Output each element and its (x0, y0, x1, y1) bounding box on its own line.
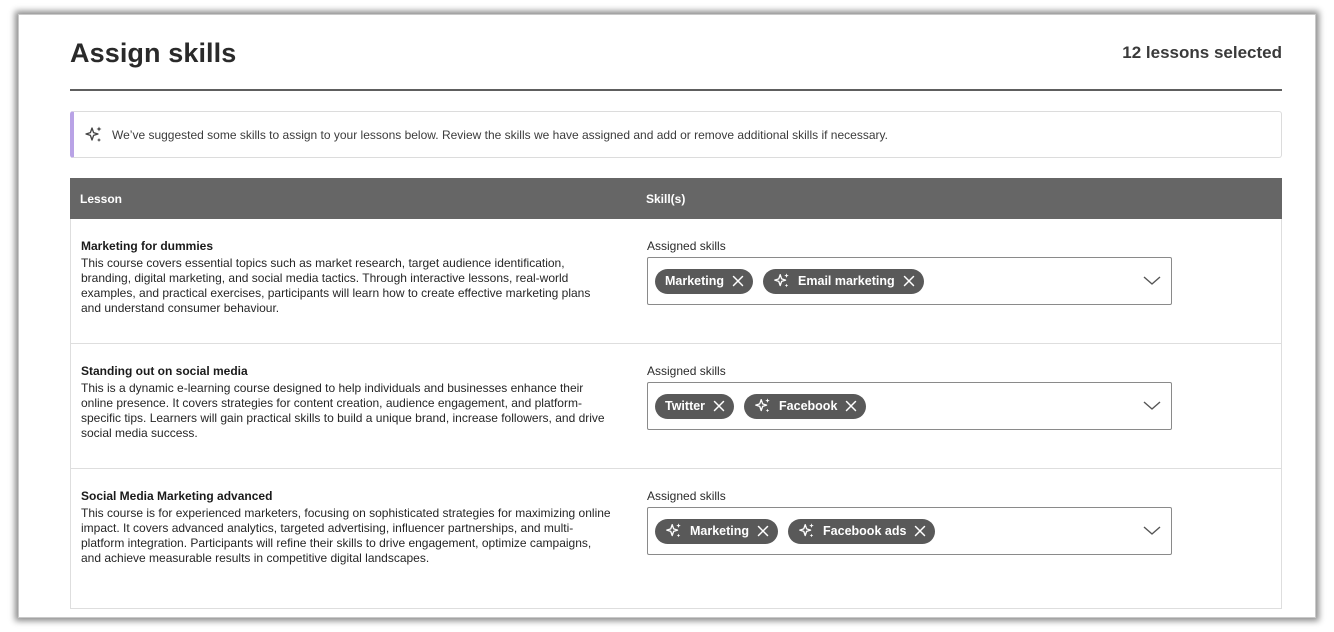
table-body (70, 219, 1282, 609)
remove-skill-icon[interactable] (713, 400, 725, 412)
suggestion-notice (70, 111, 1282, 158)
remove-skill-icon[interactable] (914, 525, 926, 537)
skill-chip[interactable] (744, 394, 866, 419)
skill-chip-label: Marketing (665, 274, 725, 288)
skill-chip[interactable] (655, 519, 778, 544)
remove-skill-icon[interactable] (757, 525, 769, 537)
skill-chip[interactable] (655, 394, 734, 419)
column-header-skills: Skill(s) (646, 191, 686, 206)
skill-chip[interactable] (788, 519, 935, 544)
selection-count: 12 lessons selected (1122, 43, 1282, 62)
assigned-skills-label: Assigned skills (647, 364, 726, 378)
remove-skill-icon[interactable] (845, 400, 857, 412)
skill-chip-label: Twitter (665, 399, 706, 413)
lesson-cell (71, 344, 647, 468)
chevron-down-icon[interactable] (1143, 273, 1161, 287)
chevron-down-icon[interactable] (1143, 398, 1161, 412)
app-window (18, 14, 1316, 618)
ai-suggested-icon (665, 522, 683, 540)
chevron-down-icon[interactable] (1143, 523, 1161, 537)
lesson-title: Social Media Marketing advanced (81, 489, 273, 503)
page-header (70, 15, 1282, 91)
lesson-description: This course is for experienced marketers, focusing on sophisticated strategies for maximizing online impact. It covers advanced analytics, targeted advertising, influencer partnerships, and multi-platform integration. Participants will refine their skills to drive engagement, optimize campaigns, and achieve measurable results in competitive digital landscapes. (81, 506, 611, 565)
skill-chip[interactable] (655, 269, 753, 294)
main-content (70, 15, 1282, 609)
column-header-lesson: Lesson (80, 191, 123, 206)
skills-cell (647, 344, 1171, 468)
skill-chip-label: Facebook (779, 399, 838, 413)
remove-skill-icon[interactable] (732, 275, 744, 287)
table-row (70, 344, 1282, 469)
sparkle-icon (84, 125, 104, 145)
lesson-title: Standing out on social media (81, 364, 248, 378)
skills-cell (647, 219, 1171, 343)
skill-chip-label: Marketing (690, 524, 750, 538)
skills-select[interactable] (647, 507, 1172, 555)
skills-cell (647, 469, 1171, 608)
skill-chip-label: Email marketing (798, 274, 895, 288)
lesson-description: This course covers essential topics such as market research, target audience identification, branding, digital marketing, and social media tactics. Through interactive lessons, real-world examples, and practical exercises, participants will learn how to create effective marketing plans and understand consumer behaviour. (81, 256, 591, 315)
ai-suggested-icon (773, 272, 791, 290)
skill-chip-label: Facebook ads (823, 524, 907, 538)
table-row (70, 219, 1282, 344)
remove-skill-icon[interactable] (903, 275, 915, 287)
lesson-cell (71, 219, 647, 343)
notice-text: We’ve suggested some skills to assign to your lessons below. Review the skills we have assigned and add or remove additional skills if necessary. (112, 127, 888, 142)
assigned-skills-label: Assigned skills (647, 489, 726, 503)
skills-select[interactable] (647, 382, 1172, 430)
lessons-table (70, 178, 1282, 609)
assigned-skills-label: Assigned skills (647, 239, 726, 253)
page-title: Assign skills (70, 38, 237, 68)
lesson-cell (71, 469, 647, 608)
lesson-description: This is a dynamic e-learning course designed to help individuals and businesses enhance their online presence. It covers strategies for content creation, audience engagement, and platform-specific tips. Learners will gain practical skills to build a unique brand, increase followers, and drive social media success. (81, 381, 605, 440)
skill-chip[interactable] (763, 269, 924, 294)
lesson-title: Marketing for dummies (81, 239, 214, 253)
table-row (70, 469, 1282, 609)
ai-suggested-icon (798, 522, 816, 540)
table-header (70, 178, 1282, 219)
skills-select[interactable] (647, 257, 1172, 305)
ai-suggested-icon (754, 397, 772, 415)
